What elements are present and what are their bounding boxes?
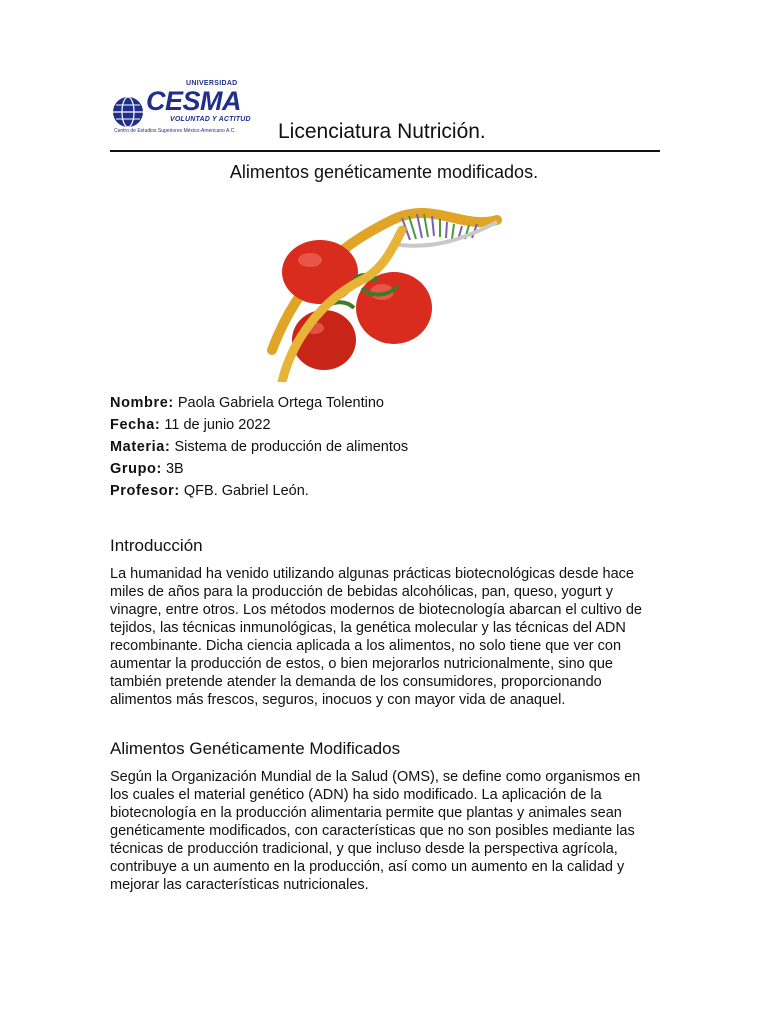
university-logo xyxy=(112,80,262,138)
info-row-nombre xyxy=(110,392,660,414)
info-label: Materia: xyxy=(110,439,171,455)
info-row-materia xyxy=(110,436,660,458)
section-heading: Introducción xyxy=(110,536,203,555)
info-row-profesor xyxy=(110,480,660,502)
logo-subtitle-text: Centro de Estudios Superiores México-Americano A.C. xyxy=(114,128,236,134)
info-value: Sistema de producción de alimentos xyxy=(174,439,409,455)
info-row-grupo xyxy=(110,458,660,480)
logo-university-text: UNIVERSIDAD xyxy=(186,80,238,87)
section-alimentos-gm xyxy=(110,739,660,894)
document-title: Alimentos genéticamente modificados. xyxy=(229,162,539,182)
tomato-dna-illustration-icon xyxy=(262,200,502,382)
section-introduccion xyxy=(110,536,660,709)
career-heading: Licenciatura Nutrición. xyxy=(278,120,486,143)
logo-name-text: CESMA xyxy=(146,86,242,116)
info-label: Nombre: xyxy=(110,395,174,411)
info-value: Paola Gabriela Ortega Tolentino xyxy=(177,395,384,411)
info-value: 3B xyxy=(165,461,184,477)
info-label: Profesor: xyxy=(110,483,180,499)
section-body: Según la Organización Mundial de la Salud (OMS), se define como organismos en los cuales el material genético (ADN) ha sido modificado. La aplicación de la biotecnología en la producción alimentaria permite que plantas y animales sean genéticamente modificados, con características que no son posibles mediante las técnicas de producción tradicional, y que incluso desde la perspectiva agrícola, contribuye a un aumento en la producción, así como un aumento en la calidad y mejorar las características nutricionales. xyxy=(110,769,641,893)
globe-emblem-icon xyxy=(112,96,144,128)
info-row-fecha xyxy=(110,414,660,436)
section-body: La humanidad ha venido utilizando algunas prácticas biotecnológicas desde hace miles de años para la producción de bebidas alcohólicas, pan, queso, yogurt y vinagre, entre otros. Los métodos modernos de biotecnología abarcan el cultivo de tejidos, las técnicas inmunológicas, la genética molecular y las técnicas del ADN recombinante. Dicha ciencia aplicada a los alimentos, no solo tiene que ver con aumentar la producción de estos, o bien mejorarlos nutricionalmente, sino que también pretende atender la demanda de los consumidores, proporcionando alimentos más frescos, seguros, inocuos y con mayor vida de anaquel. xyxy=(110,566,642,708)
info-label: Grupo: xyxy=(110,461,162,477)
section-heading: Alimentos Genéticamente Modificados xyxy=(110,739,401,758)
student-info xyxy=(110,392,660,502)
logo-slogan-text: VOLUNTAD Y ACTITUD xyxy=(170,116,251,123)
info-value: QFB. Gabriel León. xyxy=(183,483,309,499)
info-label: Fecha: xyxy=(110,417,161,433)
header-divider xyxy=(110,150,660,152)
info-value: 11 de junio 2022 xyxy=(164,417,271,433)
